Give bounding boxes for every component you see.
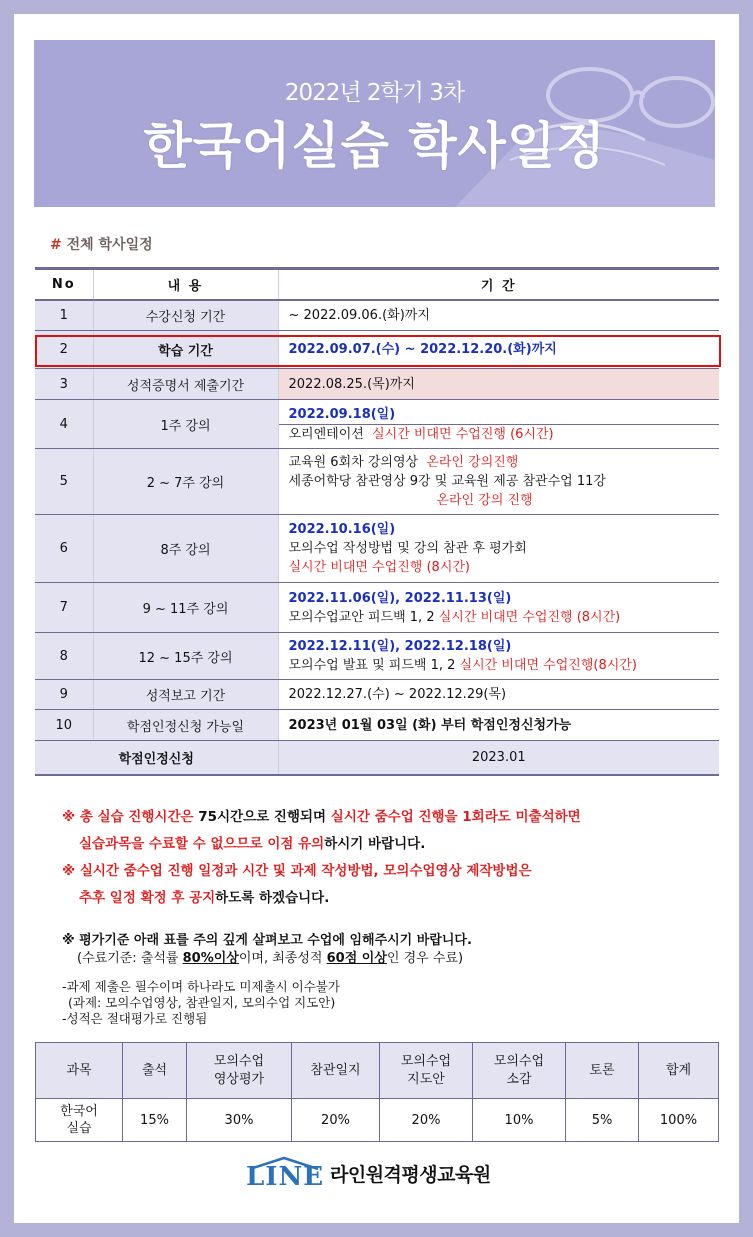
- note-text: 실습과목을 수료할 수 없으므로 이점 유의: [79, 836, 325, 852]
- grade-value: [36, 1099, 123, 1142]
- criteria-detail: [62, 950, 472, 968]
- row-mode: 실시간 비대면 수업진행(8시간): [459, 658, 637, 673]
- table-row: [35, 741, 719, 775]
- row-desc: 모의수업 발표 및 피드백 1, 2: [288, 658, 456, 673]
- row-item: 12 ~ 15주 강의: [93, 633, 278, 680]
- row-no: 9: [35, 680, 93, 710]
- table-row: [35, 369, 719, 400]
- criteria-text: 이며, 최종성적: [238, 951, 327, 966]
- row-period: [278, 583, 719, 633]
- row-item: 2 ~ 7주 강의: [93, 449, 278, 515]
- row-desc: 오리엔테이션: [288, 426, 364, 442]
- row-mode: 실시간 비대면 수업진행 (6시간): [372, 426, 554, 442]
- table-row: [35, 583, 719, 633]
- logo-mark-text: LINE: [246, 1162, 325, 1192]
- note-line-1: [62, 804, 581, 831]
- row-no: 7: [35, 583, 93, 633]
- hash-mark: #: [50, 237, 62, 253]
- line-logo-icon: [246, 1156, 325, 1192]
- grade-header-text: 모의수업 지도안: [400, 1053, 452, 1087]
- rules-block: [62, 979, 340, 1027]
- table-row: [35, 515, 719, 583]
- row-period: ~ 2022.09.06.(화)까지: [278, 300, 719, 331]
- grade-table: [35, 1042, 719, 1142]
- grade-value: 20%: [380, 1099, 473, 1142]
- table-row: [35, 710, 719, 741]
- row-item: 수강신청 기간: [93, 300, 278, 331]
- note-line-2: [62, 831, 581, 858]
- row-mode-2: 온라인 강의 진행: [436, 493, 533, 508]
- grade-value-row: [36, 1099, 719, 1142]
- col-no: No: [35, 269, 93, 300]
- criteria-text: 60점 이상: [326, 951, 387, 966]
- section-title: [50, 234, 153, 254]
- grade-value: 15%: [123, 1099, 187, 1142]
- row-period: [278, 400, 719, 449]
- row-line-1: [289, 453, 720, 472]
- grade-header: [473, 1043, 566, 1099]
- row-item: 학점인정신청 가능일: [93, 710, 278, 741]
- title-banner: [34, 40, 715, 207]
- note-text: 하도록 하겠습니다.: [215, 890, 330, 906]
- institution-name: 라인원격평생교육원: [330, 1163, 491, 1186]
- row-no: 6: [35, 515, 93, 583]
- row-mode: 실시간 비대면 수업진행 (8시간): [438, 609, 621, 625]
- row-desc-line: [289, 608, 720, 627]
- grade-header-text: 과목: [66, 1062, 92, 1078]
- row-item: 학점인정신청: [35, 741, 278, 775]
- row-date: 2022.09.18(일): [288, 406, 396, 422]
- table-row: [35, 331, 719, 369]
- grade-header-text: 모의수업 영상평가: [213, 1053, 265, 1087]
- banner-title: 한국어실습 학사일정: [143, 117, 606, 175]
- row-period: [278, 515, 719, 583]
- grade-header-row: [36, 1043, 719, 1099]
- note-text: 75: [198, 809, 218, 825]
- row-date: 2022.10.16(일): [288, 522, 396, 537]
- row-date: 2022.11.06(일), 2022.11.13(일): [288, 590, 512, 606]
- row-no: 5: [35, 449, 93, 515]
- grade-header: [123, 1043, 187, 1099]
- row-period: 2023년 01월 03일 (화) 부터 학점인정신청가능: [278, 710, 719, 741]
- row-period: 2022.12.27.(수) ~ 2022.12.29(목): [278, 680, 719, 710]
- grade-value: 20%: [292, 1099, 380, 1142]
- rule-line: -성적은 절대평가로 진행됨: [62, 1011, 208, 1026]
- banner-subtitle: 2022년 2학기 3차: [284, 80, 465, 106]
- row-no: 4: [35, 400, 93, 449]
- note-text: 실시간 줌수업 진행을 1회라도 미출석하면: [330, 809, 581, 825]
- criteria-text: 인 경우 수료): [386, 951, 464, 966]
- rule-line: (과제: 모의수업영상, 참관일지, 모의수업 지도안): [68, 995, 336, 1010]
- grade-header: [187, 1043, 292, 1099]
- grade-value: 10%: [473, 1099, 566, 1142]
- col-item: 내 용: [93, 269, 278, 300]
- row-no: 2: [35, 331, 93, 369]
- grade-header-text: 모의수업 소감: [493, 1053, 545, 1087]
- institution-logo: [246, 1156, 491, 1190]
- row-item: 성적증명서 제출기간: [93, 369, 278, 400]
- grade-header-text: 출석: [141, 1062, 168, 1078]
- table-row: [35, 400, 719, 449]
- table-row: [35, 300, 719, 331]
- row-date: 2022.12.11(일), 2022.12.18(일): [288, 639, 512, 654]
- grade-value-text: 한국어 실습: [60, 1104, 98, 1136]
- row-period: [278, 449, 719, 515]
- row-no: 3: [35, 369, 93, 400]
- grade-header: [380, 1043, 473, 1099]
- table-row: [35, 449, 719, 515]
- grade-header-text: 참관일지: [310, 1062, 361, 1078]
- note-text: ※ 총 실습 진행시간은: [62, 809, 199, 825]
- row-no: 10: [35, 710, 93, 741]
- notice-notes: [62, 804, 581, 912]
- table-row: [35, 680, 719, 710]
- row-no: 1: [35, 300, 93, 331]
- grade-header: [292, 1043, 380, 1099]
- grade-header: [639, 1043, 719, 1099]
- note-line-3: ※ 실시간 줌수업 진행 일정과 시간 및 과제 작성방법, 모의수업영상 제작방법은: [62, 863, 532, 879]
- row-period: 2022.09.07.(수) ~ 2022.12.20.(화)까지: [278, 331, 719, 369]
- grade-value: 5%: [566, 1099, 639, 1142]
- row-desc: 모의수업교안 피드백 1, 2: [288, 609, 435, 625]
- rule-line: -과제 제출은 필수이며 하나라도 미제출시 이수불가: [62, 979, 340, 994]
- grade-header: [36, 1043, 123, 1099]
- row-desc: 교육원 6회차 강의영상: [288, 455, 419, 470]
- grade-header-text: 합계: [665, 1062, 692, 1078]
- row-desc-line: [289, 656, 720, 675]
- schedule-table: [35, 267, 719, 776]
- row-mode: 온라인 강의진행: [426, 455, 519, 470]
- note-text: 시간으로 진행되며: [217, 809, 331, 825]
- row-item: 9 ~ 11주 강의: [93, 583, 278, 633]
- grade-value: 100%: [639, 1099, 719, 1142]
- table-row: [35, 633, 719, 680]
- row-no: 8: [35, 633, 93, 680]
- row-item: 8주 강의: [93, 515, 278, 583]
- grade-value: 30%: [187, 1099, 292, 1142]
- note-text: 추후 일정 확정 후 공지: [79, 890, 216, 906]
- criteria-text: (수료기준: 출석률: [77, 951, 183, 966]
- row-line-2: 세종어학당 참관영상 9강 및 교육원 제공 참관수업 11강: [288, 474, 606, 489]
- criteria-title: ※ 평가기준 아래 표를 주의 깊게 살펴보고 수업에 임해주시기 바랍니다.: [62, 933, 472, 948]
- section-title-text: 전체 학사일정: [66, 237, 153, 253]
- grade-header: [566, 1043, 639, 1099]
- row-period: [278, 633, 719, 680]
- schedule-header-row: [35, 269, 719, 300]
- note-line-4: [62, 885, 581, 912]
- row-item: 1주 강의: [93, 400, 278, 449]
- criteria-block: [62, 932, 472, 968]
- row-mode: 실시간 비대면 수업진행 (8시간): [288, 560, 471, 575]
- row-desc-line: [279, 424, 720, 444]
- notice-page: [14, 14, 739, 1223]
- note-text: 하시기 바랍니다.: [324, 836, 426, 852]
- row-period: 2023.01: [278, 741, 719, 775]
- row-desc: 모의수업 작성방법 및 강의 참관 후 평가회: [288, 541, 527, 556]
- row-item: 성적보고 기간: [93, 680, 278, 710]
- row-item: 학습 기간: [93, 331, 278, 369]
- col-period: 기 간: [278, 269, 719, 300]
- row-period: 2022.08.25.(목)까지: [278, 369, 719, 400]
- grade-header-text: 토론: [589, 1062, 615, 1078]
- criteria-text: 80%이상: [182, 951, 239, 966]
